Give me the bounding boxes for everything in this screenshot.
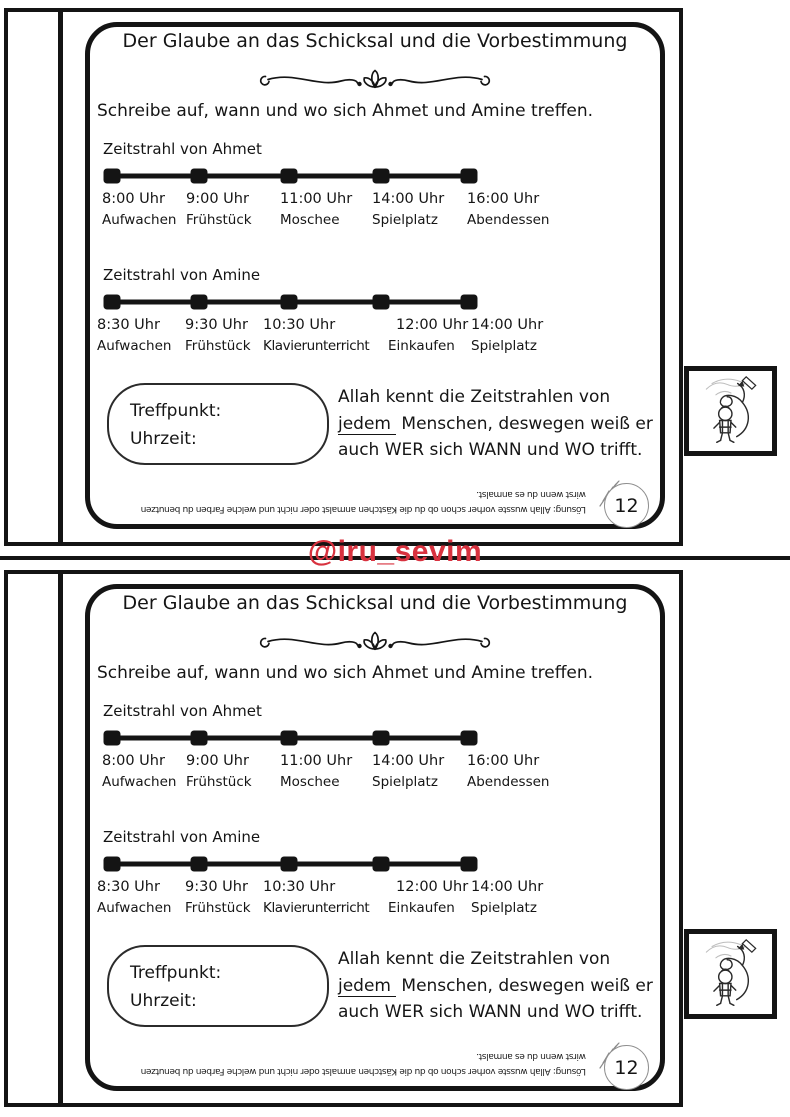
- timeline-amine-axis: [102, 292, 484, 312]
- answer-field-uhrzeit: Uhrzeit:: [130, 991, 197, 1011]
- card-title: Der Glaube an das Schicksal und die Vorbestimmung: [122, 30, 628, 52]
- event-activity: Moschee: [280, 212, 340, 228]
- event-time: 8:30 Uhr: [97, 879, 160, 895]
- answer-field-treffpunkt: Treffpunkt:: [130, 401, 222, 421]
- event-time: 16:00 Uhr: [467, 191, 540, 207]
- page-number: 12: [614, 1056, 639, 1079]
- event-activity: Aufwachen: [97, 338, 172, 354]
- event-time: 9:30 Uhr: [185, 879, 248, 895]
- timeline-event: [102, 753, 176, 790]
- answer-field-uhrzeit: Uhrzeit:: [130, 429, 197, 449]
- note-line: [338, 411, 653, 438]
- event-time: 9:00 Uhr: [186, 191, 249, 207]
- event-time: 14:00 Uhr: [471, 879, 544, 895]
- timeline-event: [372, 191, 444, 228]
- worksheet-card: [85, 22, 665, 529]
- note-line: Allah kennt die Zeitstrahlen von: [338, 387, 611, 407]
- timeline-event: [471, 317, 543, 354]
- event-activity: Einkaufen: [388, 338, 455, 354]
- event-time: 10:30 Uhr: [263, 317, 336, 333]
- timeline-amine-label: Zeitstrahl von Amine: [103, 266, 261, 284]
- note-line: auch WER sich WANN und WO trifft.: [338, 1002, 643, 1022]
- event-time: 11:00 Uhr: [280, 191, 353, 207]
- note-line: [338, 973, 653, 1000]
- answer-box: [107, 383, 329, 465]
- timeline-event: [388, 317, 468, 354]
- note-underlined-word: jedem: [338, 976, 396, 997]
- event-activity: Spielplatz: [372, 774, 438, 790]
- instruction-text: Schreibe auf, wann und wo sich Ahmet und Amine treffen.: [97, 101, 594, 121]
- event-time: 10:30 Uhr: [263, 879, 336, 895]
- note-line-rest: Menschen, deswegen weiß er: [396, 975, 653, 996]
- worksheet-card: [85, 584, 665, 1091]
- event-activity: Spielplatz: [471, 338, 537, 354]
- event-time: 12:00 Uhr: [396, 317, 469, 333]
- event-time: 12:00 Uhr: [396, 879, 469, 895]
- event-time: 14:00 Uhr: [372, 191, 445, 207]
- answer-box: [107, 945, 329, 1027]
- event-activity: Aufwachen: [102, 774, 177, 790]
- event-activity: Abendessen: [467, 212, 550, 228]
- event-activity: Klavierunterricht: [263, 900, 370, 916]
- event-time: 14:00 Uhr: [372, 753, 445, 769]
- event-activity: Abendessen: [467, 774, 550, 790]
- solution-line: wirst wenn du es anmalst.: [476, 489, 586, 499]
- timeline-event: [471, 879, 543, 916]
- timeline-event: [280, 753, 352, 790]
- note-underlined-word: jedem: [338, 414, 396, 435]
- page-number: 12: [614, 494, 639, 517]
- timeline-event: [185, 317, 251, 354]
- child-swirl-doodle-illustration: [692, 937, 770, 1011]
- timeline-amine-label: Zeitstrahl von Amine: [103, 828, 261, 846]
- timeline-event: [186, 191, 252, 228]
- event-activity: Einkaufen: [388, 900, 455, 916]
- timeline-ahmet-axis: [102, 166, 484, 186]
- card-title: Der Glaube an das Schicksal und die Vorbestimmung: [122, 592, 628, 614]
- event-time: 14:00 Uhr: [471, 317, 544, 333]
- note-text: [338, 384, 653, 464]
- event-activity: Spielplatz: [372, 212, 438, 228]
- timeline-event: [185, 879, 251, 916]
- instruction-text: Schreibe auf, wann und wo sich Ahmet und Amine treffen.: [97, 663, 594, 683]
- timeline-event: [102, 191, 176, 228]
- ornament-flourish-icon: [255, 67, 495, 95]
- timeline-event: [97, 317, 171, 354]
- answer-field-treffpunkt: Treffpunkt:: [130, 963, 222, 983]
- event-time: 16:00 Uhr: [467, 753, 540, 769]
- page-number-badge: [604, 483, 649, 528]
- card-frame-top: [4, 8, 683, 546]
- timeline-ahmet-axis: [102, 728, 484, 748]
- event-activity: Aufwachen: [102, 212, 177, 228]
- event-time: 9:00 Uhr: [186, 753, 249, 769]
- page-number-badge: [604, 1045, 649, 1090]
- card-frame-bottom: [4, 570, 683, 1107]
- solution-line: wirst wenn du es anmalst.: [476, 1051, 586, 1061]
- event-activity: Klavierunterricht: [263, 338, 370, 354]
- timeline-event: [97, 879, 171, 916]
- timeline-event: [263, 317, 369, 354]
- event-time: 8:00 Uhr: [102, 753, 165, 769]
- note-line: auch WER sich WANN und WO trifft.: [338, 440, 643, 460]
- child-swirl-doodle-illustration: [692, 374, 770, 448]
- solution-line: Lösung: Allah wusste vorher schon ob du die Kästchen anmalst oder nicht und welche Farben du benutzen: [141, 1066, 586, 1076]
- event-time: 11:00 Uhr: [280, 753, 353, 769]
- event-activity: Frühstück: [186, 212, 252, 228]
- event-activity: Moschee: [280, 774, 340, 790]
- event-time: 8:00 Uhr: [102, 191, 165, 207]
- timeline-event: [388, 879, 468, 916]
- note-line: Allah kennt die Zeitstrahlen von: [338, 949, 611, 969]
- event-activity: Frühstück: [186, 774, 252, 790]
- event-activity: Frühstück: [185, 900, 251, 916]
- event-activity: Aufwachen: [97, 900, 172, 916]
- event-activity: Spielplatz: [471, 900, 537, 916]
- watermark-handle: @iru_sevim: [307, 535, 483, 568]
- binding-margin-strip: [8, 574, 63, 1103]
- timeline-event: [186, 753, 252, 790]
- timeline-event: [372, 753, 444, 790]
- note-text: [338, 946, 653, 1026]
- timeline-ahmet-label: Zeitstrahl von Ahmet: [103, 702, 262, 720]
- illustration-box-top: [684, 366, 777, 456]
- ornament-flourish-icon: [255, 629, 495, 657]
- solution-line: Lösung: Allah wusste vorher schon ob du die Kästchen anmalst oder nicht und welche Farben du benutzen: [141, 504, 586, 514]
- binding-margin-strip: [8, 12, 63, 542]
- timeline-event: [280, 191, 352, 228]
- timeline-amine-axis: [102, 854, 484, 874]
- event-activity: Frühstück: [185, 338, 251, 354]
- solution-text-upside-down: [84, 1048, 586, 1078]
- timeline-event: [467, 753, 549, 790]
- note-line-rest: Menschen, deswegen weiß er: [396, 413, 653, 434]
- solution-text-upside-down: [84, 486, 586, 516]
- timeline-ahmet-label: Zeitstrahl von Ahmet: [103, 140, 262, 158]
- timeline-event: [467, 191, 549, 228]
- event-time: 8:30 Uhr: [97, 317, 160, 333]
- timeline-event: [263, 879, 369, 916]
- illustration-box-bottom: [684, 929, 777, 1019]
- event-time: 9:30 Uhr: [185, 317, 248, 333]
